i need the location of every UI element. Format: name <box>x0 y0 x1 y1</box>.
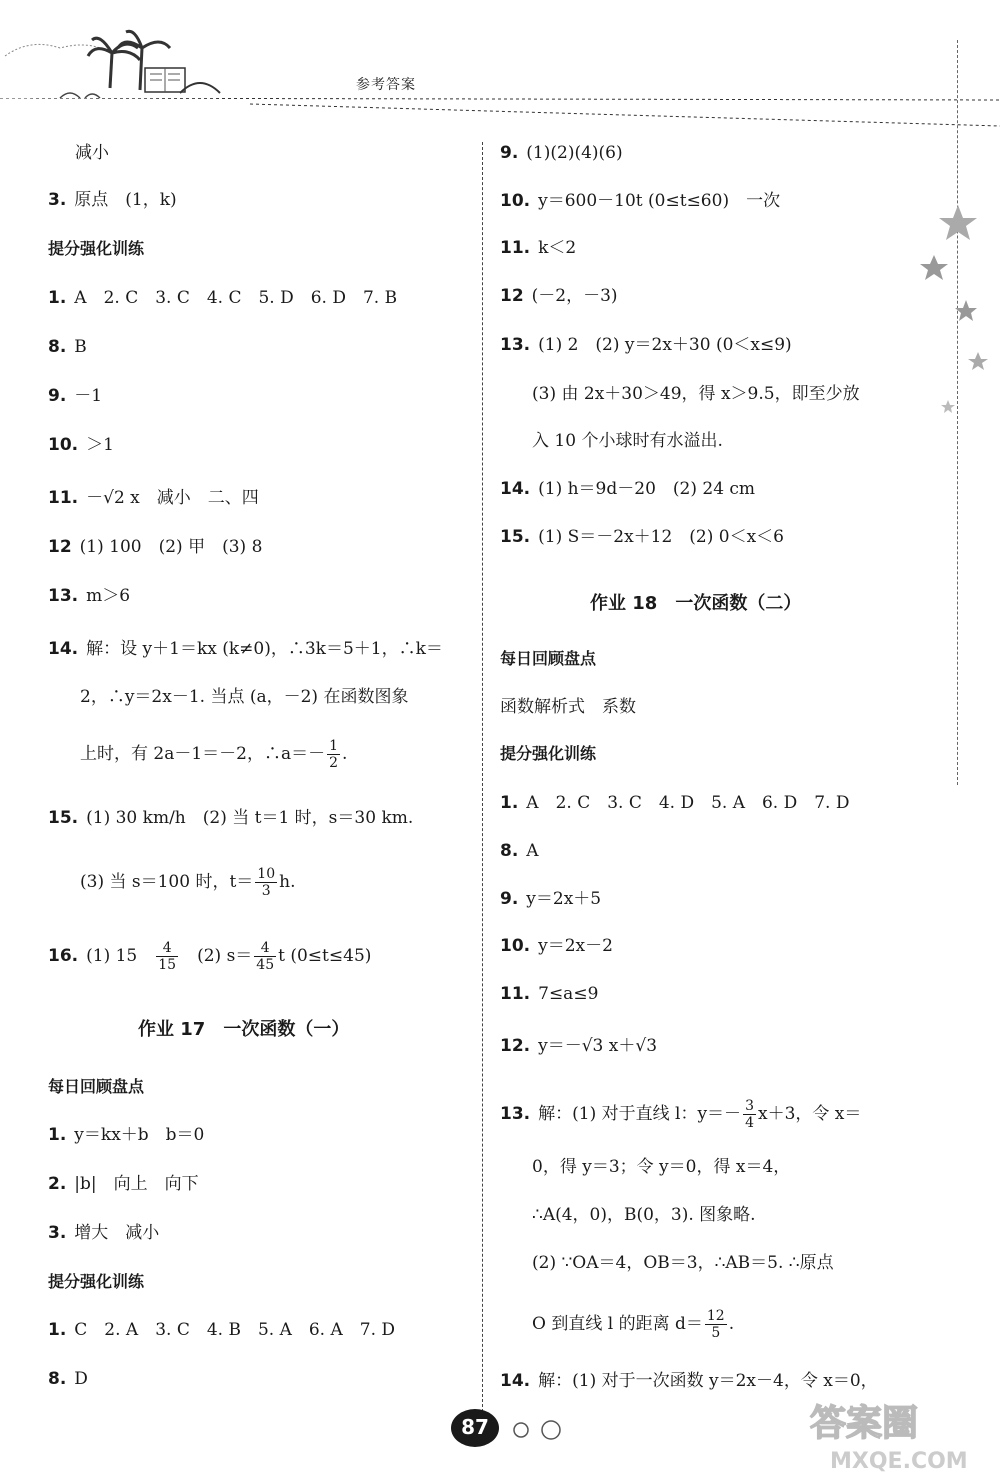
answer-9: 9. y＝2x＋5 <box>500 889 602 909</box>
answer-8: 8. A <box>500 841 539 861</box>
fraction: $\frac{3}{4}$ <box>745 1098 754 1131</box>
fraction: $\frac{10}{3}$ <box>257 866 276 899</box>
answer-13-cont: (3) 由 2x＋30＞49，得 x＞9.5，即至少放 <box>532 384 860 404</box>
page-number: 87 <box>461 1415 489 1439</box>
section-heading: 提分强化训练 <box>48 239 145 258</box>
answer-14-cont: 上时，有 2a－1＝－2，∴a＝－ $\frac{1}{2}$ . <box>80 738 348 771</box>
section-heading: 提分强化训练 <box>48 1272 145 1291</box>
answer-10: 10. ＞1 <box>48 435 114 455</box>
header-dashed-rule <box>0 98 1000 138</box>
answer-12: 12 (1) 100 (2) 甲 (3) 8 <box>48 537 263 557</box>
column-divider <box>482 142 483 1422</box>
answer-13-cont: 0，得 y＝3；令 y＝0，得 x＝4， <box>532 1157 791 1177</box>
header-decoration <box>0 18 250 108</box>
fraction: $\frac{1}{2}$ <box>329 738 339 771</box>
answer-line: 函数解析式 系数 <box>500 697 636 717</box>
answer-15: 15. (1) S＝－2x＋12 (2) 0＜x＜6 <box>500 527 784 547</box>
homework-17-title: 作业 17 一次函数（一） <box>138 1019 350 1040</box>
watermark-text: 答案圈 <box>810 1403 919 1444</box>
watermark <box>800 1390 990 1475</box>
answer-13-cont: O 到直线 l 的距离 d＝ $\frac{12}{5}$ . <box>532 1308 735 1341</box>
answer-14: 14. 解：设 y＋1＝kx (k≠0)，∴3k＝5＋1，∴k＝ <box>48 639 443 659</box>
homework-18-title: 作业 18 一次函数（二） <box>590 593 802 614</box>
answer-line: 减小 <box>75 143 109 163</box>
header-title: 参考答案 <box>356 77 416 93</box>
answer-11: 11. k＜2 <box>500 238 577 258</box>
watermark-url: MXQE.COM <box>830 1449 968 1474</box>
section-heading: 每日回顾盘点 <box>48 1077 145 1096</box>
answer-13-cont: ∴A(4，0)，B(0，3). 图象略. <box>532 1205 756 1225</box>
answer-3: 3. 增大 减小 <box>48 1223 160 1243</box>
star-decoration <box>910 200 1000 430</box>
answer-14-cont: 2，∴y＝2x－1. 当点 (a，－2) 在函数图象 <box>80 687 409 707</box>
answer-11: 11. －√2 x 减小 二、四 <box>48 488 259 508</box>
answer-13-cont: (2) ∵OA＝4，OB＝3，∴AB＝5. ∴原点 <box>532 1253 834 1273</box>
answer-3: 3. 原点 (1，k) <box>48 190 177 210</box>
answer-13: 13. m＞6 <box>48 586 131 606</box>
answer-8: 8. B <box>48 337 87 357</box>
answer-9: 9. (1)(2)(4)(6) <box>500 143 623 163</box>
answer-10: 10. y＝600－10t (0≤t≤60) 一次 <box>500 191 781 211</box>
answer-12: 12 (－2，－3) <box>500 286 618 306</box>
answer-13-cont: 入 10 个小球时有水溢出. <box>532 431 723 451</box>
section-heading: 每日回顾盘点 <box>500 649 597 668</box>
circle-decoration <box>505 1418 575 1442</box>
answer-12: 12. y＝－√3 x＋√3 <box>500 1036 658 1056</box>
answer-2: 2. |b| 向上 向下 <box>48 1174 199 1194</box>
fraction: $\frac{12}{5}$ <box>706 1308 725 1341</box>
answer-15-cont: (3) 当 s＝100 时，t＝ $\frac{10}{3}$ h. <box>80 866 296 899</box>
answer-8: 8. D <box>48 1369 88 1389</box>
answer-10: 10. y＝2x－2 <box>500 936 613 956</box>
answer-15: 15. (1) 30 km/h (2) 当 t＝1 时，s＝30 km. <box>48 808 414 828</box>
answer-1-7: 1. C 2. A 3. C 4. B 5. A 6. A 7. D <box>48 1320 396 1340</box>
answer-1: 1. y＝kx＋b b＝0 <box>48 1125 205 1145</box>
answer-1-7: 1. A 2. C 3. C 4. D 5. A 6. D 7. D <box>500 793 850 813</box>
answer-14: 14. (1) h＝9d－20 (2) 24 cm <box>500 479 756 499</box>
answer-16: 16. (1) 15 $\frac{4}{15}$ (2) s＝ $\frac{4}{45}$ t (0≤t≤45) <box>48 940 372 973</box>
answer-11: 11. 7≤a≤9 <box>500 984 599 1004</box>
answer-13: 13. 解：(1) 对于直线 l：y＝－ $\frac{3}{4}$ x＋3，令 x＝ <box>500 1098 862 1131</box>
answer-14: 14. 解：(1) 对于一次函数 y＝2x－4，令 x＝0， <box>500 1371 878 1391</box>
answer-1-7: 1. A 2. C 3. C 4. C 5. D 6. D 7. B <box>48 288 398 308</box>
fraction: $\frac{4}{15}$ <box>158 940 177 973</box>
fraction: $\frac{4}{45}$ <box>256 940 275 973</box>
answer-13: 13. (1) 2 (2) y＝2x＋30 (0＜x≤9) <box>500 335 792 355</box>
section-heading: 提分强化训练 <box>500 744 597 763</box>
answer-9: 9. －1 <box>48 386 103 406</box>
